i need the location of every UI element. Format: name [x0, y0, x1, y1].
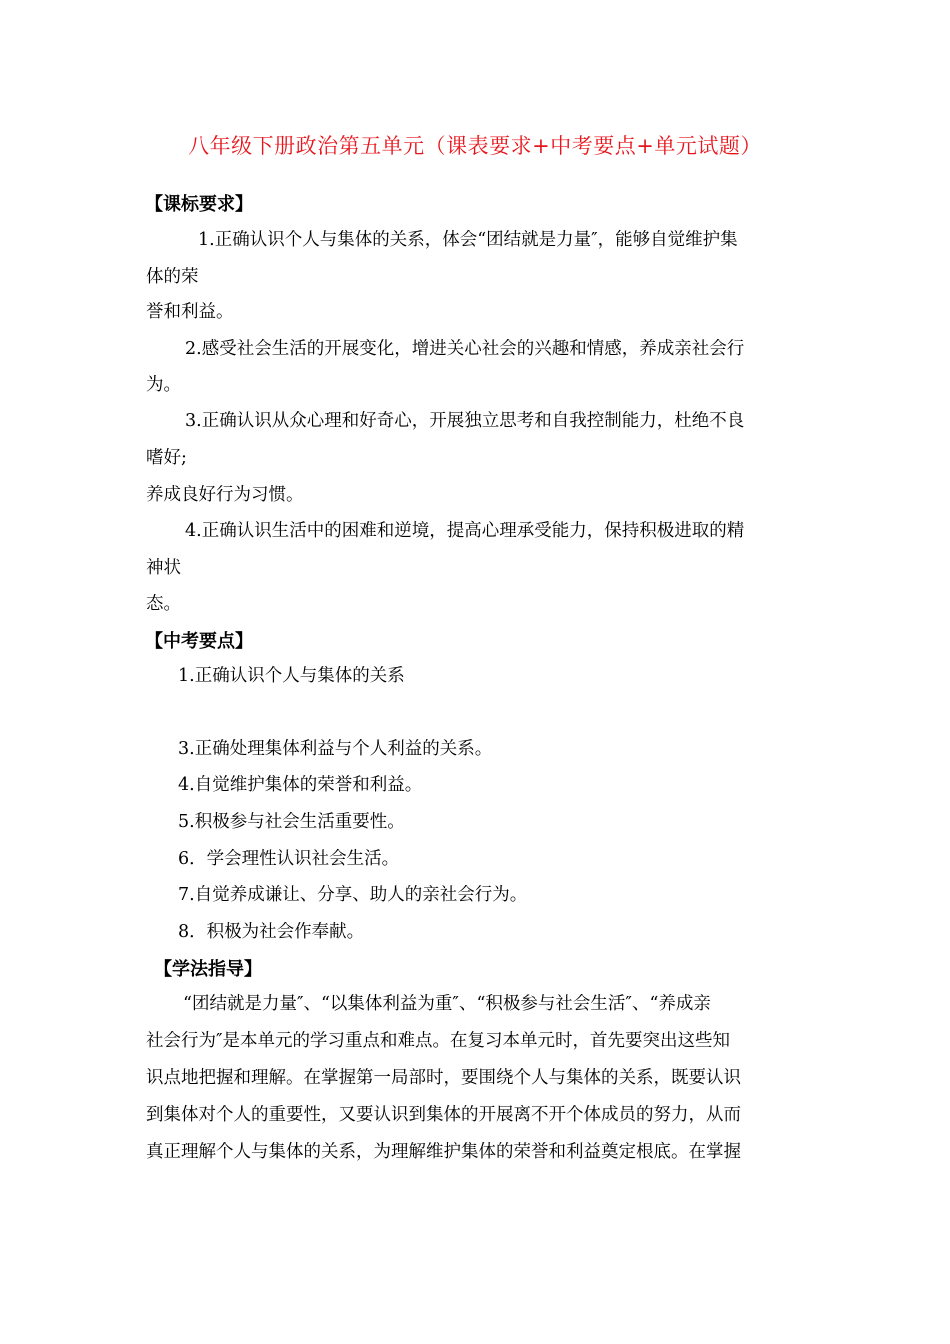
exam-point-item: 3.正确处理集体利益与个人利益的关系。	[178, 739, 493, 759]
standards-line: 养成良好行为习惯。	[146, 485, 304, 505]
standards-heading: 【课标要求】	[145, 194, 253, 215]
standards-line: 神状	[146, 558, 181, 578]
standards-line: 2.感受社会生活的开展变化，增进关心社会的兴趣和情感，养成亲社会行	[185, 339, 745, 359]
study-guide-line: 社会行为″是本单元的学习重点和难点。在复习本单元时，首先要突出这些知	[146, 1031, 731, 1051]
exam-point-item: 8．积极为社会作奉献。	[178, 922, 365, 942]
exam-point-item: 1.正确认识个人与集体的关系	[178, 666, 405, 686]
study-guide-line: 真正理解个人与集体的关系，为理解维护集体的荣誉和利益奠定根底。在掌握	[146, 1142, 741, 1162]
study-guide-line: “团结就是力量″、“以集体利益为重″、“积极参与社会生活″、“养成亲	[183, 994, 711, 1014]
study-guide-line: 识点地把握和理解。在掌握第一局部时，要围绕个人与集体的关系，既要认识	[146, 1068, 741, 1088]
exam-point-item: 5.积极参与社会生活重要性。	[178, 812, 405, 832]
exam-points-heading: 【中考要点】	[145, 631, 253, 652]
study-guide-line: 到集体对个人的重要性，又要认识到集体的开展离不开个体成员的努力，从而	[146, 1105, 741, 1125]
standards-line: 为。	[146, 375, 181, 395]
document-title: 八年级下册政治第五单元（课表要求+中考要点+单元试题）	[188, 134, 762, 158]
standards-line: 誉和利益。	[146, 302, 234, 322]
standards-line: 态。	[146, 594, 181, 614]
standards-line: 4.正确认识生活中的困难和逆境，提高心理承受能力，保持积极进取的精	[185, 521, 745, 541]
standards-line: 3.正确认识从众心理和好奇心，开展独立思考和自我控制能力，杜绝不良	[185, 411, 745, 431]
standards-line: 体的荣	[146, 267, 199, 287]
standards-line: 1.正确认识个人与集体的关系，体会“团结就是力量″，能够自觉维护集	[198, 230, 738, 250]
exam-point-item: 7.自觉养成谦让、分享、助人的亲社会行为。	[178, 885, 528, 905]
exam-point-item: 6．学会理性认识社会生活。	[178, 849, 400, 869]
study-guide-heading: 【学法指导】	[154, 959, 262, 980]
exam-point-item: 4.自觉维护集体的荣誉和利益。	[178, 775, 423, 795]
standards-line: 嗜好;	[146, 448, 187, 468]
